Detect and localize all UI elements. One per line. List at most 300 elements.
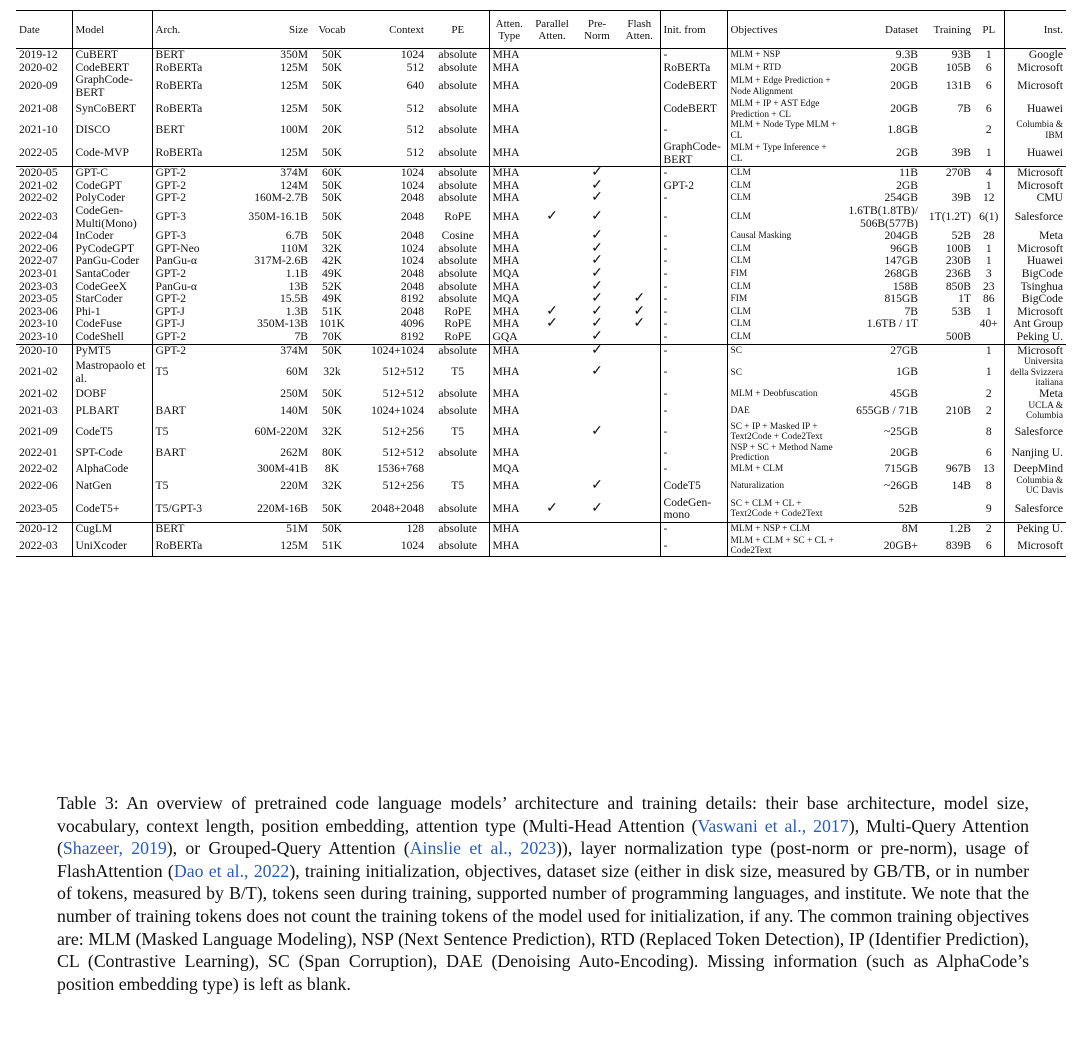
table-cell: 1024+1024 xyxy=(371,343,424,357)
column-header: Training xyxy=(933,23,971,36)
table-cell: Universita della Svizzera italiana xyxy=(1004,357,1066,388)
table-cell: CodeBERT xyxy=(72,62,152,75)
table-cell: RoBERTa xyxy=(152,62,245,75)
table-cell: absolute xyxy=(438,266,478,280)
table-cell: 270B xyxy=(945,166,971,180)
table-cell: PanGu-α xyxy=(152,255,245,268)
table-cell: MLM + RTD xyxy=(727,62,842,75)
table-group-4 xyxy=(16,522,1066,556)
table-cell: CugLM xyxy=(72,522,152,535)
table-cell: 655GB / 71B xyxy=(856,404,918,418)
table-cell: absolute xyxy=(438,146,478,160)
table-cell xyxy=(619,268,660,281)
table-cell: Causal Masking xyxy=(727,230,842,243)
table-cell: MHA xyxy=(489,522,529,535)
table-cell xyxy=(529,99,575,120)
table-cell: 20GB xyxy=(890,445,918,459)
table-row xyxy=(16,62,1066,75)
table-cell: 512+512 xyxy=(382,365,424,379)
table-cell: MLM + CLM + SC + CL + Code2Text xyxy=(727,536,842,557)
table-cell: GraphCode-BERT xyxy=(72,74,152,99)
table-cell: 8 xyxy=(985,424,992,438)
table-cell xyxy=(619,522,660,535)
model-table-container xyxy=(16,10,1066,557)
table-cell: 2022-05 xyxy=(19,146,58,160)
table-cell: absolute xyxy=(438,502,478,516)
check-mark-cell: ✓ xyxy=(591,165,603,181)
table-cell xyxy=(529,388,575,401)
table-cell: 14B xyxy=(951,479,971,493)
check-mark-cell: ✓ xyxy=(591,240,603,256)
table-cell: CLM xyxy=(727,255,842,268)
table-cell xyxy=(619,388,660,401)
table-group-3 xyxy=(16,344,1066,522)
table-cell: MHA xyxy=(489,476,529,497)
table-cell: Google xyxy=(1004,49,1066,62)
table-cell xyxy=(619,497,660,523)
table-cell: 125M xyxy=(280,146,308,160)
table-cell: absolute xyxy=(438,166,478,180)
table-cell: 50K xyxy=(322,404,342,418)
table-cell: 50K xyxy=(322,60,342,74)
check-mark-cell: ✓ xyxy=(591,478,603,494)
table-cell: GPT-3 xyxy=(152,230,245,243)
table-cell: 374M xyxy=(280,166,308,180)
caption-text: ), Multi-Query Attention ( xyxy=(57,815,1030,859)
table-cell: 6.7B xyxy=(285,229,308,243)
table-cell: MHA xyxy=(489,318,529,331)
table-cell xyxy=(575,120,619,141)
table-cell: SC xyxy=(727,357,842,388)
table-cell: AlphaCode xyxy=(72,463,152,476)
table-cell: 254GB xyxy=(884,191,918,205)
table-cell: SC + CLM + CL + Text2Code + Code2Text xyxy=(727,497,842,523)
table-cell: absolute xyxy=(438,404,478,418)
table-cell: - xyxy=(660,463,727,476)
table-cell xyxy=(152,463,245,476)
check-mark-cell: ✓ xyxy=(546,209,558,225)
table-cell: MHA xyxy=(489,443,529,464)
check-mark-cell: ✓ xyxy=(591,501,603,517)
table-cell: 124M xyxy=(280,178,308,192)
table-cell xyxy=(619,180,660,193)
table-cell: T5 xyxy=(152,357,245,388)
table-cell: 11B xyxy=(899,166,918,180)
table-cell: 1 xyxy=(985,365,992,379)
table-cell: 4096 xyxy=(400,317,424,331)
table-cell: 42K xyxy=(322,254,342,268)
citation-link[interactable]: Vaswani et al., 2017 xyxy=(697,815,849,836)
table-cell xyxy=(529,74,575,99)
table-cell xyxy=(921,344,974,357)
table-cell: 105B xyxy=(945,60,971,74)
header-row xyxy=(16,11,1066,49)
column-header: Date xyxy=(19,23,40,36)
table-cell xyxy=(619,167,660,180)
table-cell: 50K xyxy=(322,521,342,535)
table-cell: 1 xyxy=(985,146,992,160)
table-cell: GPT-2 xyxy=(152,268,245,281)
table-cell: 40+ xyxy=(979,317,998,331)
table-cell: 2023-10 xyxy=(19,317,58,331)
table-cell: 204GB xyxy=(884,229,918,243)
table-cell: MHA xyxy=(489,192,529,205)
table-cell: T5 xyxy=(152,476,245,497)
table-cell: PLBART xyxy=(72,401,152,422)
table-cell: - xyxy=(660,281,727,294)
table-cell: 815GB xyxy=(884,292,918,306)
table-cell: DAE xyxy=(727,401,842,422)
table-cell xyxy=(529,331,575,344)
table-cell: GPT-J xyxy=(152,318,245,331)
table-cell: RoBERTa xyxy=(152,74,245,99)
check-mark-cell: ✓ xyxy=(591,265,603,281)
table-cell xyxy=(619,243,660,256)
table-cell: 236B xyxy=(945,266,971,280)
table-cell xyxy=(529,443,575,464)
table-cell: 39B xyxy=(951,146,971,160)
table-cell xyxy=(619,443,660,464)
table-cell: 1.1B xyxy=(285,266,308,280)
table-cell xyxy=(529,281,575,294)
table-cell: CLM xyxy=(727,243,842,256)
table-row xyxy=(16,230,1066,243)
table-cell xyxy=(152,388,245,401)
table-cell: 50K xyxy=(322,387,342,401)
table-cell: - xyxy=(660,192,727,205)
table-cell: CodeGen-Multi(Mono) xyxy=(72,205,152,230)
table-cell: MHA xyxy=(489,344,529,357)
table-cell: 140M xyxy=(280,404,308,418)
table-cell: MHA xyxy=(489,62,529,75)
table-caption xyxy=(57,792,1029,995)
table-cell: 220M-16B xyxy=(257,502,308,516)
table-cell xyxy=(575,522,619,535)
caption-text: ), or Grouped-Query Attention ( xyxy=(166,838,410,859)
column-header: Pre- Norm xyxy=(584,17,610,42)
table-cell xyxy=(575,141,619,167)
table-cell: Peking U. xyxy=(1004,331,1066,344)
table-row xyxy=(16,141,1066,167)
table-row xyxy=(16,120,1066,141)
table-cell xyxy=(529,192,575,205)
table-row xyxy=(16,357,1066,388)
table-cell: 2020-12 xyxy=(19,521,58,535)
table-cell: absolute xyxy=(438,279,478,293)
table-cell: Cosine xyxy=(441,229,474,243)
table-cell: - xyxy=(660,318,727,331)
table-cell: - xyxy=(660,255,727,268)
table-cell: Meta xyxy=(1004,230,1066,243)
table-cell: Microsoft xyxy=(1004,243,1066,256)
table-cell xyxy=(921,388,974,401)
table-cell: 110M xyxy=(280,241,308,255)
table-cell xyxy=(619,141,660,167)
table-cell: CodeFuse xyxy=(72,318,152,331)
table-row xyxy=(16,205,1066,230)
table-cell: InCoder xyxy=(72,230,152,243)
table-cell: CLM xyxy=(727,205,842,230)
table-cell: MQA xyxy=(489,268,529,281)
table-cell: - xyxy=(660,293,727,306)
check-mark-cell: ✓ xyxy=(591,364,603,380)
table-row xyxy=(16,268,1066,281)
table-cell: MHA xyxy=(489,49,529,62)
column-header: Atten. Type xyxy=(489,11,529,49)
table-cell xyxy=(575,388,619,401)
table-cell xyxy=(529,141,575,167)
table-cell: Microsoft xyxy=(1004,536,1066,557)
table-cell: 2022-03 xyxy=(19,210,58,224)
table-cell: 1536+768 xyxy=(376,462,424,476)
table-cell xyxy=(529,230,575,243)
table-cell: CodeBERT xyxy=(660,99,727,120)
table-cell: RoPE xyxy=(444,210,472,224)
table-cell: absolute xyxy=(438,292,478,306)
table-cell: 1024 xyxy=(400,178,424,192)
check-mark-cell: ✓ xyxy=(591,316,603,332)
table-cell: absolute xyxy=(438,79,478,93)
table-cell: absolute xyxy=(438,191,478,205)
table-cell: 60M-220M xyxy=(254,424,308,438)
column-header: Init. from xyxy=(660,11,727,49)
table-cell xyxy=(575,99,619,120)
table-cell xyxy=(619,99,660,120)
table-cell: MHA xyxy=(489,141,529,167)
citation-link[interactable]: Ainslie et al., 2023 xyxy=(409,838,556,859)
table-cell xyxy=(619,192,660,205)
table-cell: RoBERTa xyxy=(660,62,727,75)
table-cell: 80K xyxy=(322,445,342,459)
table-cell: 2023-05 xyxy=(19,292,58,306)
table-cell xyxy=(619,536,660,557)
table-cell: - xyxy=(660,388,727,401)
table-cell: 125M xyxy=(280,538,308,552)
table-cell: 1024 xyxy=(400,538,424,552)
check-mark-cell: ✓ xyxy=(591,328,603,344)
table-cell: 2021-10 xyxy=(19,123,58,137)
table-cell: Microsoft xyxy=(1004,62,1066,75)
table-cell: 2021-08 xyxy=(19,102,58,116)
table-cell: 9.3B xyxy=(895,48,918,61)
table-cell: 2019-12 xyxy=(19,48,58,61)
table-cell: BART xyxy=(152,401,245,422)
table-cell: 2021-02 xyxy=(19,387,58,401)
table-cell xyxy=(529,357,575,388)
column-header: PE xyxy=(451,23,465,36)
table-cell: 2048 xyxy=(400,279,424,293)
table-cell xyxy=(619,74,660,99)
table-cell: 13 xyxy=(982,462,995,476)
table-cell: - xyxy=(660,422,727,443)
model-table xyxy=(16,10,1066,557)
table-cell: 125M xyxy=(280,79,308,93)
table-cell: GPT-2 xyxy=(152,167,245,180)
table-cell: 60K xyxy=(322,166,342,180)
table-cell: - xyxy=(660,401,727,422)
table-cell: Peking U. xyxy=(1004,522,1066,535)
table-cell: absolute xyxy=(438,387,478,401)
table-row xyxy=(16,476,1066,497)
table-cell: 12 xyxy=(982,191,995,205)
table-row xyxy=(16,463,1066,476)
table-cell: BART xyxy=(152,443,245,464)
table-cell: 512 xyxy=(406,146,424,160)
table-cell xyxy=(921,443,974,464)
table-cell: 1 xyxy=(985,304,992,318)
table-row xyxy=(16,99,1066,120)
table-cell xyxy=(529,49,575,62)
table-cell: 2023-06 xyxy=(19,304,58,318)
table-cell: - xyxy=(660,443,727,464)
table-cell: 50K xyxy=(322,102,342,116)
table-cell: BERT xyxy=(152,120,245,141)
check-mark-cell: ✓ xyxy=(546,316,558,332)
table-cell: 8 xyxy=(985,479,992,493)
citation-link[interactable]: Shazeer, 2019 xyxy=(62,838,167,859)
table-cell: 300M-41B xyxy=(257,462,308,476)
table-cell: 125M xyxy=(280,102,308,116)
table-cell: 850B xyxy=(945,279,971,293)
table-cell: T5/GPT-3 xyxy=(152,497,245,523)
table-cell: 6 xyxy=(985,538,992,552)
table-cell: GraphCode-BERT xyxy=(660,141,727,167)
table-cell: CodeT5 xyxy=(72,422,152,443)
table-cell: 1024+1024 xyxy=(371,404,424,418)
table-cell: Huawei xyxy=(1004,99,1066,120)
table-cell: 1024 xyxy=(400,166,424,180)
table-cell: 2023-05 xyxy=(19,502,58,516)
table-cell: 512 xyxy=(406,123,424,137)
table-cell: - xyxy=(660,344,727,357)
table-cell: 350M-13B xyxy=(257,317,308,331)
table-cell xyxy=(619,357,660,388)
table-cell: 1 xyxy=(985,254,992,268)
table-row xyxy=(16,422,1066,443)
table-cell: Salesforce xyxy=(1004,205,1066,230)
table-row xyxy=(16,74,1066,99)
table-cell: 160M-2.7B xyxy=(254,191,308,205)
table-row xyxy=(16,293,1066,306)
table-cell: 32K xyxy=(322,479,342,493)
table-cell: CuBERT xyxy=(72,49,152,62)
table-row xyxy=(16,497,1066,523)
table-cell: MLM + IP + AST Edge Prediction + CL xyxy=(727,99,842,120)
caption-text: ), training initialization, objectives, dataset size (either in disk size, measured by GB/TB, or in number of tokens, measured by B/T), tokens seen during training, supported number of programming languages, and institute. We note that the number of training tokens does not count the training tokens of the model used for initialization, if any. The common training objectives are: MLM (Masked Language Modeling), NSP (Next Sentence Prediction), RTD (Replaced Token Detection), IP (Identifier Prediction), CL (Contrastive Learning), SC (Span Corruption), DAE (Denoising Auto-Encoding). Missing information (such as AlphaCode’s position embedding type) is left as blank. xyxy=(57,860,1029,994)
table-cell: 7B xyxy=(957,102,971,116)
table-cell: CodeT5+ xyxy=(72,497,152,523)
table-cell: Microsoft xyxy=(1004,344,1066,357)
table-cell: Mastropaolo et al. xyxy=(72,357,152,388)
table-cell xyxy=(575,536,619,557)
table-cell: 1T(1.2T) xyxy=(928,210,971,224)
table-cell: - xyxy=(660,357,727,388)
table-cell xyxy=(529,401,575,422)
table-cell: 6 xyxy=(985,79,992,93)
table-cell: GPT-2 xyxy=(660,180,727,193)
table-cell: Huawei xyxy=(1004,141,1066,167)
table-cell: T5 xyxy=(451,424,465,438)
table-cell: Columbia & IBM xyxy=(1004,120,1066,141)
table-cell: 32K xyxy=(322,424,342,438)
table-cell: MHA xyxy=(489,167,529,180)
table-cell: 268GB xyxy=(884,266,918,280)
table-cell: 6(1) xyxy=(979,210,999,224)
citation-link[interactable]: Dao et al., 2022 xyxy=(173,860,290,881)
table-cell: absolute xyxy=(438,60,478,74)
table-cell: SynCoBERT xyxy=(72,99,152,120)
table-cell: MHA xyxy=(489,243,529,256)
table-cell: CodeGeeX xyxy=(72,281,152,294)
column-header: Parallel Atten. xyxy=(535,17,569,42)
table-cell: 3 xyxy=(985,266,992,280)
table-cell: 50K xyxy=(322,229,342,243)
table-cell xyxy=(529,243,575,256)
table-cell: 20GB+ xyxy=(883,538,918,552)
table-cell: RoBERTa xyxy=(152,536,245,557)
table-cell: 70K xyxy=(322,329,342,343)
table-cell: 220M xyxy=(280,479,308,493)
table-cell xyxy=(529,180,575,193)
table-cell: StarCoder xyxy=(72,293,152,306)
check-mark-cell: ✓ xyxy=(633,291,646,307)
table-cell: T5 xyxy=(152,422,245,443)
table-cell: GQA xyxy=(489,331,529,344)
table-cell: 52K xyxy=(322,279,342,293)
table-cell: Ant Group xyxy=(1004,318,1066,331)
table-cell xyxy=(427,463,489,476)
table-cell: MHA xyxy=(489,281,529,294)
table-cell xyxy=(921,422,974,443)
table-cell xyxy=(575,62,619,75)
table-cell: 2021-03 xyxy=(19,404,58,418)
table-cell xyxy=(619,401,660,422)
table-cell xyxy=(575,49,619,62)
table-cell: MHA xyxy=(489,306,529,319)
table-cell xyxy=(619,255,660,268)
table-cell: 2020-09 xyxy=(19,79,58,93)
table-cell xyxy=(619,476,660,497)
table-cell: Huawei xyxy=(1004,255,1066,268)
table-cell: 1.8GB xyxy=(887,123,918,137)
table-row xyxy=(16,443,1066,464)
table-cell: MLM + NSP xyxy=(727,49,842,62)
table-cell: Phi-1 xyxy=(72,306,152,319)
column-header: Context xyxy=(389,23,424,36)
table-cell: MLM + Node Type MLM + CL xyxy=(727,120,842,141)
table-cell: 128 xyxy=(406,521,424,535)
table-cell: 1T xyxy=(958,292,971,306)
table-cell xyxy=(529,422,575,443)
table-cell: 2021-02 xyxy=(19,178,58,192)
table-cell: CodeBERT xyxy=(660,74,727,99)
table-cell: 2022-07 xyxy=(19,254,58,268)
table-cell xyxy=(529,463,575,476)
check-mark-cell: ✓ xyxy=(591,177,603,193)
table-cell: SC + IP + Masked IP + Text2Code + Code2Text xyxy=(727,422,842,443)
table-cell: PanGu-Coder xyxy=(72,255,152,268)
table-cell: 715GB xyxy=(884,462,918,476)
table-cell: MHA xyxy=(489,497,529,523)
table-cell: CLM xyxy=(727,167,842,180)
table-cell: 350M-16.1B xyxy=(248,210,308,224)
table-cell: 350M xyxy=(280,48,308,61)
table-cell xyxy=(921,357,974,388)
table-cell: ~26GB xyxy=(884,479,918,493)
table-header xyxy=(16,11,1066,49)
table-cell xyxy=(921,497,974,523)
table-cell: - xyxy=(660,49,727,62)
